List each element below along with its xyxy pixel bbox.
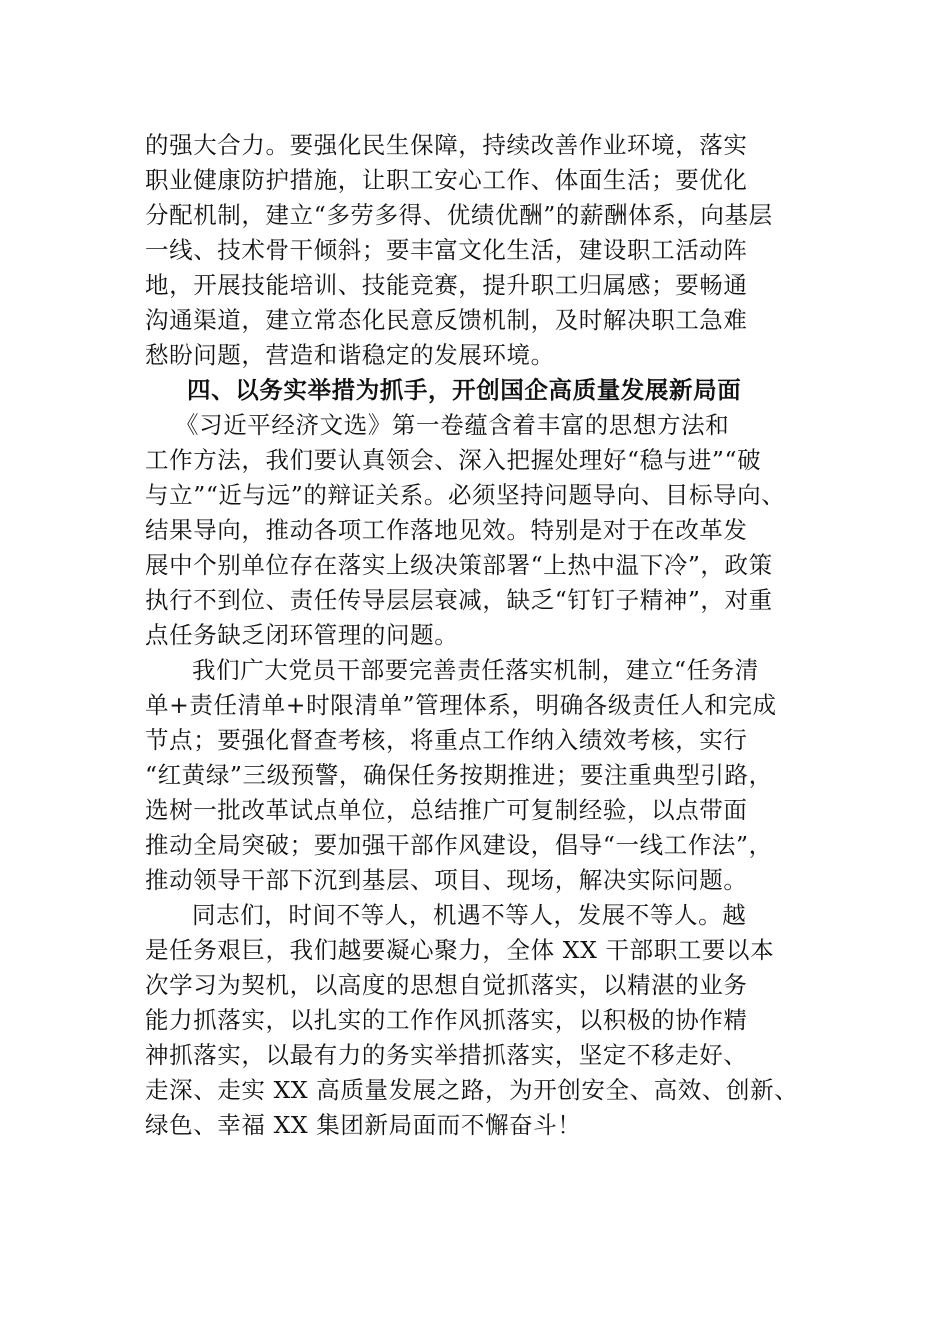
text-line: 一线、技术骨干倾斜；要丰富文化生活，建设职工活动阵 [145,236,748,264]
text-line: 点任务缺乏闭环管理的问题。 [145,621,459,649]
text-line: 愁盼问题，营造和谐稳定的发展环境。 [145,341,555,369]
paragraph-3 [145,653,810,898]
text-line: 地，开展技能培训、技能竞赛，提升职工归属感；要畅通 [145,271,748,299]
text-line: “红黄绿”三级预警，确保任务按期推进；要注重典型引路， [145,761,773,789]
text-line: 与立”“近与远”的辩证关系。必须坚持问题导向、目标导向、 [145,481,786,509]
text-line: 单+责任清单+时限清单”管理体系，明确各级责任人和完成 [145,691,777,719]
text-line: 走深、走实 XX 高质量发展之路，为开创安全、高效、创新、 [145,1076,799,1104]
text-line: 节点；要强化督查考核，将重点工作纳入绩效考核，实行 [145,726,748,754]
text-line: 次学习为契机，以高度的思想自觉抓落实，以精湛的业务 [145,971,748,999]
document-body [145,128,810,1143]
paragraph-2 [145,408,810,653]
text-line: 能力抓落实，以扎实的工作作风抓落实，以积极的协作精 [145,1006,748,1034]
text-line: 执行不到位、责任传导层层衰减，缺乏“钉钉子精神”，对重 [145,586,773,614]
text-line: 我们广大党员干部要完善责任落实机制，建立“任务清 [192,656,759,684]
text-line: 结果导向，推动各项工作落地见效。特别是对于在改革发 [145,516,748,544]
text-line: 展中个别单位存在落实上级决策部署“上热中温下冷”，政策 [145,551,773,579]
paragraph-continued [145,128,810,373]
section-heading: 四、以务实举措为抓手，开创国企高质量发展新局面 [187,376,742,404]
text-line: 职业健康防护措施，让职工安心工作、体面生活；要优化 [145,166,748,194]
text-line: 分配机制，建立“多劳多得、优绩优酬”的薪酬体系，向基层 [145,201,773,229]
text-line: 绿色、幸福 XX 集团新局面而不懈奋斗！ [145,1111,582,1139]
text-line: 同志们，时间不等人，机遇不等人，发展不等人。越 [192,901,747,929]
text-line: 工作方法，我们要认真领会、深入把握处理好“稳与进”“破 [145,446,762,474]
text-line: 推动领导干部下沉到基层、项目、现场，解决实际问题。 [145,866,748,894]
text-line: 神抓落实，以最有力的务实举措抓落实，坚定不移走好、 [145,1041,748,1069]
text-line: 推动全局突破；要加强干部作风建设，倡导“一线工作法”， [145,831,773,859]
text-line: 选树一批改革试点单位，总结推广可复制经验，以点带面 [145,796,748,824]
text-line: 的强大合力。要强化民生保障，持续改善作业环境，落实 [145,131,748,159]
text-line: 《习近平经济文选》第一卷蕴含着丰富的思想方法和 [175,411,730,439]
text-line: 沟通渠道，建立常态化民意反馈机制，及时解决职工急难 [145,306,748,334]
paragraph-4 [145,898,810,1143]
text-line: 是任务艰巨，我们越要凝心聚力，全体 XX 干部职工要以本 [145,936,775,964]
